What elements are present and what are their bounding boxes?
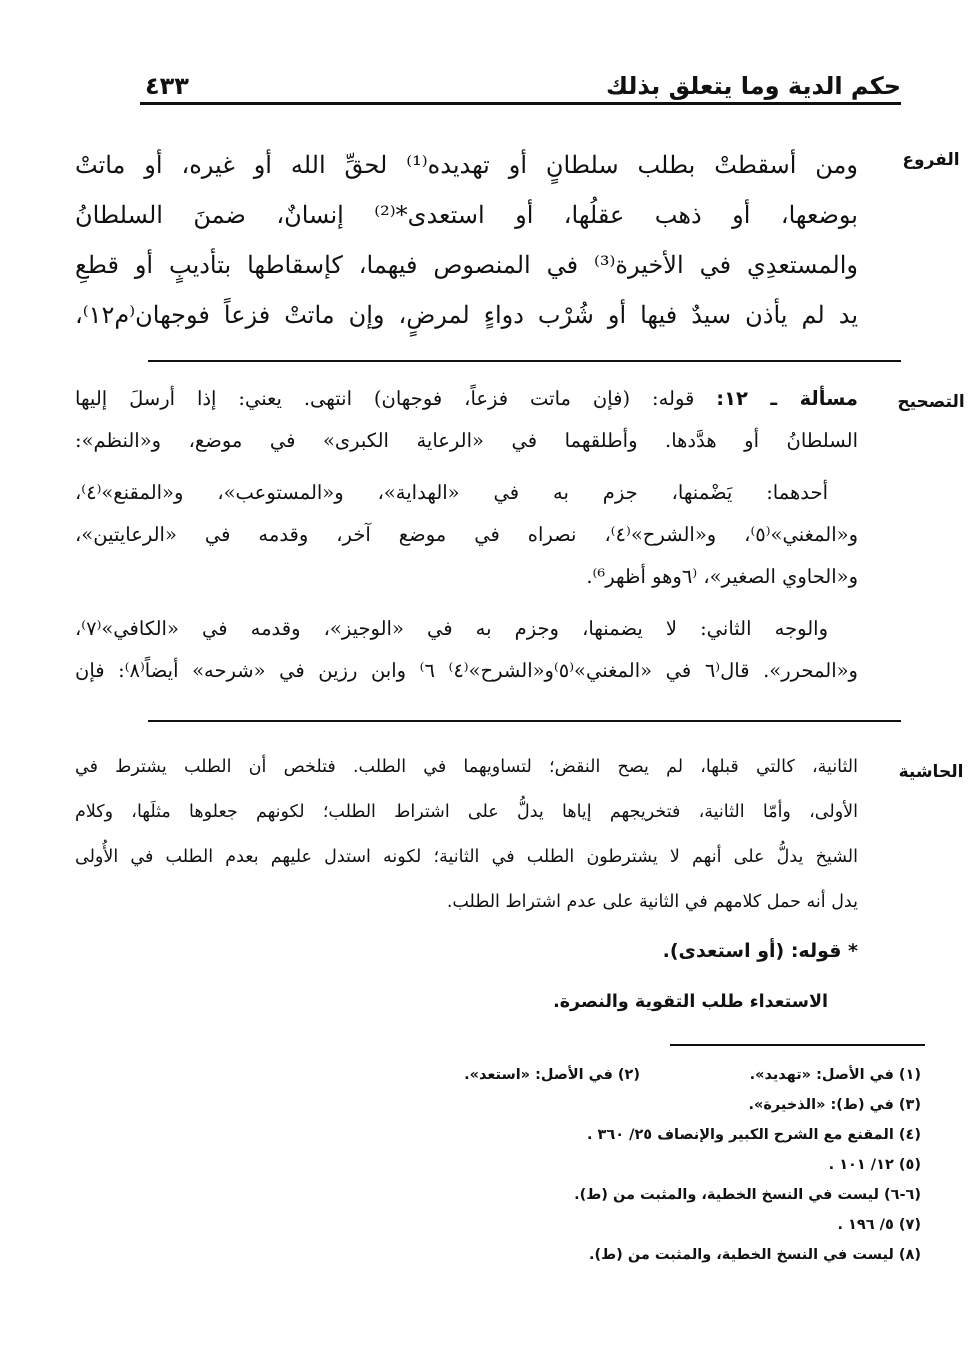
footnote: (٤) المقنع مع الشرح الكبير والإنصاف ٢٥/ ٣٦٠ . (586, 1127, 921, 1143)
matn-line: بوضعها، أو ذهب عقلُها، أو استعدى*⁽²⁾ إنسانٌ، ضمنَ السلطانُ (75, 201, 858, 229)
tashih-line: و«الحاوي الصغير»، ⁽٦وهو أظهر⁶⁾. (586, 565, 858, 588)
footnote: (٢) في الأصل: «استعد». (464, 1067, 640, 1083)
footnote: (٣) في (ط): «الذخيرة». (748, 1097, 921, 1113)
tashih-line: أحدهما: يَضْمنها، جزم به في «الهداية»، و«المستوعب»، و«المقنع»⁽٤⁾، (75, 481, 828, 504)
qawl-heading: * قوله: (أو استعدى). (662, 940, 858, 962)
footnote-divider (670, 1044, 925, 1046)
page-number: ٤٣٣ (145, 72, 189, 100)
matn-text (75, 140, 858, 340)
hashia-line: الثانية، كالتي قبلها، لم يصح النقض؛ لتساويهما في الطلب. فتلخص أن الطلب يشترط في (75, 757, 858, 777)
footnote: (١) في الأصل: «تهديد». (749, 1067, 921, 1083)
footnote: (٥) ١٢/ ١٠١ . (828, 1157, 921, 1173)
masala-heading: مسألة ـ ١٢: (716, 387, 858, 410)
matn-line: والمستعدِي في الأخيرة⁽³⁾ في المنصوص فيهما، كإسقاطها بتأديبٍ أو قطعِ (75, 251, 858, 279)
section-divider (148, 360, 901, 362)
section-divider (148, 720, 901, 722)
tashih-line: و«المغني»⁽٥⁾، و«الشرح»⁽٤⁾، نصراه في موضع آخر، وقدمه في «الرعايتين»، (75, 523, 858, 546)
tashih-line: السلطانُ أو هدَّدها. وأطلقهما في «الرعاية الكبرى» في موضع، و«النظم»: (75, 429, 858, 452)
hashia-line: الشيخ يدلُّ على أنهم لا يشترطون الطلب في الثانية؛ لكونه استدل عليهم بعدم الطلب في الأُولى (75, 847, 858, 867)
hashia-line: يدل أنه حمل كلامهم في الثانية على عدم اشتراط الطلب. (446, 892, 858, 912)
matn-line: ومن أسقطتْ بطلب سلطانٍ أو تهديده⁽¹⁾ لحقِّ الله أو غيره، أو ماتتْ (75, 151, 858, 179)
footnote: (٨) ليست في النسخ الخطية، والمثبت من (ط). (588, 1247, 921, 1263)
tashih-line: و«المحرر». قال⁽٦ في «المغني»⁽٥⁾و«الشرح»⁽٤⁾ ٦⁾ وابن رزين في «شرحه» أيضاً⁽٨⁾: فإن (75, 659, 858, 682)
label-tashih: التصحيح (897, 392, 965, 412)
footnote: (٦-٦) ليست في النسخ الخطية، والمثبت من (ط). (574, 1187, 921, 1203)
label-furu: الفروع (902, 150, 960, 170)
running-title: حكم الدية وما يتعلق بذلك (606, 72, 901, 100)
page-header (140, 70, 901, 104)
tashih-line-first (75, 378, 858, 420)
tashih-line: والوجه الثاني: لا يضمنها، وجزم به في «الوجيز»، وقدمه في «الكافي»⁽٧⁾، (75, 617, 828, 640)
tashih-section (75, 378, 858, 692)
footnote: (٧) ٥/ ١٩٦ . (837, 1217, 921, 1233)
label-hashia: الحاشية (898, 762, 964, 782)
definition-text: الاستعداء طلب التقوية والنصرة. (553, 992, 828, 1012)
matn-line: يد لم يأذن سيدٌ فيها أو شُرْب دواءٍ لمرضٍ، وإن ماتتْ فزعاً فوجهان⁽م١٢⁾، (75, 301, 858, 329)
tashih-text: قوله: (فإن ماتت فزعاً، فوجهان) انتهى. يعني: إذا أرسلَ إليها (75, 387, 695, 410)
hashia-section (75, 745, 858, 1025)
hashia-line: الأولى، وأمّا الثانية، فتخريجهم إياها يدلُّ على اشتراط الطلب؛ لكونهم جعلوها مثلَها، وكلام (75, 802, 858, 822)
footnotes (420, 1060, 921, 1270)
header-rule (140, 102, 901, 105)
